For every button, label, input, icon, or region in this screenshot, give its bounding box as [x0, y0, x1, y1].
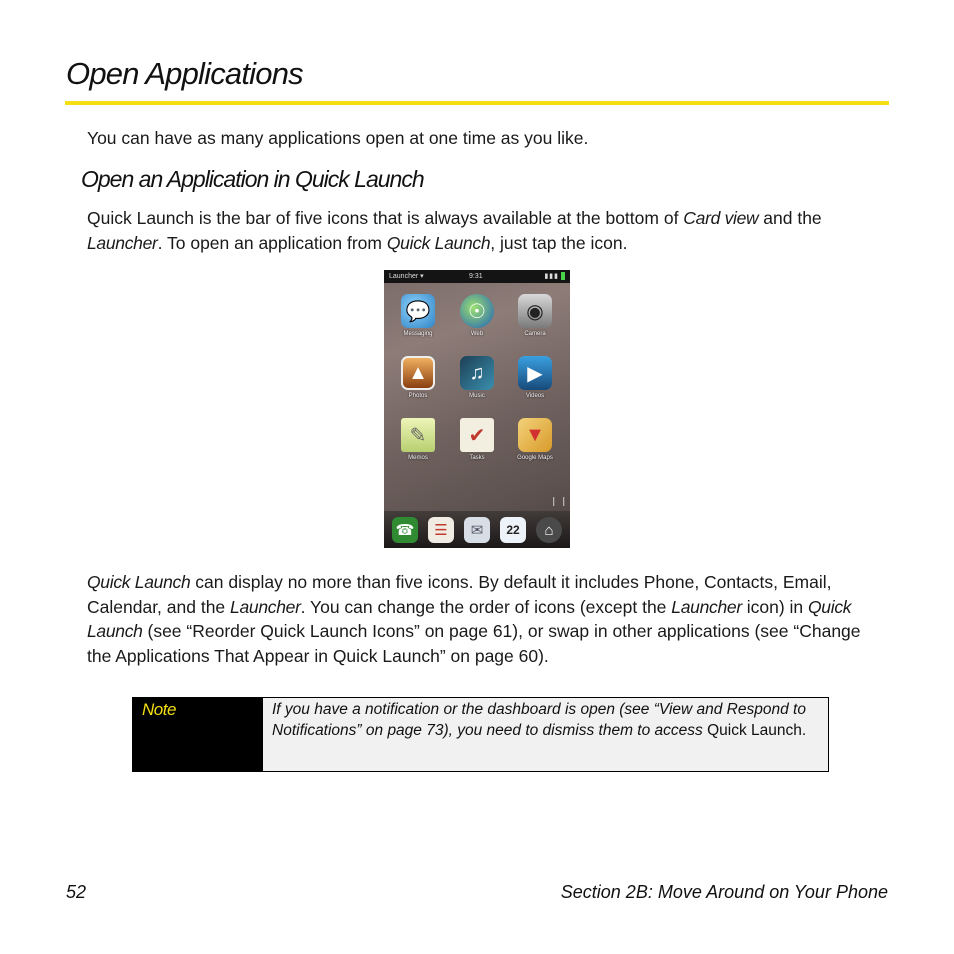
clock: 9:31 [469, 273, 483, 280]
quick-launch-details-paragraph: Quick Launch can display no more than five icons. By default it includes Phone, Contacts, Email, Calendar, and the Launcher. You can change the order of icons (except the Launcher icon) in Quick Launch (see “Reorder Quick Launch Icons” on page 61), or swap in other applications (see “Change the Applications That Appear in Quick Launch” on page 60). [87, 572, 861, 666]
chat-bubbles-icon: 💬 [401, 294, 435, 328]
page-indicator: ❘ ❘ [550, 496, 568, 506]
app-web[interactable]: ☉ Web [449, 294, 505, 337]
calendar-icon[interactable]: 22 [500, 517, 526, 543]
music-icon: ♫ [460, 356, 494, 390]
page-number: 52 [66, 882, 87, 902]
photos-icon: ▲ [401, 356, 435, 390]
app-messaging[interactable]: 💬 Messaging [390, 294, 446, 337]
battery-icon [561, 272, 565, 280]
app-tasks[interactable]: ✔ Tasks [449, 418, 505, 461]
note-text: If you have a notification or the dashboard is open (see “View and Respond to Notifications” on page 73), you need to dismiss them to access Quick Launch. [272, 701, 807, 739]
camera-icon: ◉ [518, 294, 552, 328]
app-videos[interactable]: ▶ Videos [507, 356, 563, 399]
phone-screenshot [384, 270, 570, 548]
map-icon: ▼ [518, 418, 552, 452]
page-title: Open Applications [66, 56, 303, 91]
title-rule [65, 101, 889, 105]
intro-paragraph: You can have as many applications open at one time as you like. [87, 128, 589, 148]
globe-icon: ☉ [460, 294, 494, 328]
note-box [132, 697, 829, 772]
section-footer: Section 2B: Move Around on Your Phone [560, 882, 888, 902]
memo-icon: ✎ [401, 418, 435, 452]
app-memos[interactable]: ✎ Memos [390, 418, 446, 461]
signal-icon: ▮▮▮ [544, 270, 565, 283]
contacts-icon[interactable]: ☰ [428, 517, 454, 543]
app-menu-label: Launcher ▾ [389, 273, 424, 280]
note-label-cell [133, 698, 263, 771]
note-text-cell [263, 698, 828, 771]
app-photos[interactable]: ▲ Photos [390, 356, 446, 399]
checklist-icon: ✔ [460, 418, 494, 452]
launcher-icon[interactable]: ⌂ [536, 517, 562, 543]
status-bar [384, 270, 570, 283]
email-icon[interactable]: ✉ [464, 517, 490, 543]
quick-launch-bar [384, 511, 570, 548]
app-google-maps[interactable]: ▼ Google Maps [507, 418, 563, 461]
app-camera[interactable]: ◉ Camera [507, 294, 563, 337]
note-label: Note [142, 700, 176, 719]
phone-icon[interactable]: ☎ [392, 517, 418, 543]
clapperboard-icon: ▶ [518, 356, 552, 390]
app-music[interactable]: ♫ Music [449, 356, 505, 399]
quick-launch-paragraph: Quick Launch is the bar of five icons that is always available at the bottom of Card view and the Launcher. To open an application from Quick Launch, just tap the icon. [87, 208, 822, 253]
section-heading: Open an Application in Quick Launch [81, 166, 424, 192]
